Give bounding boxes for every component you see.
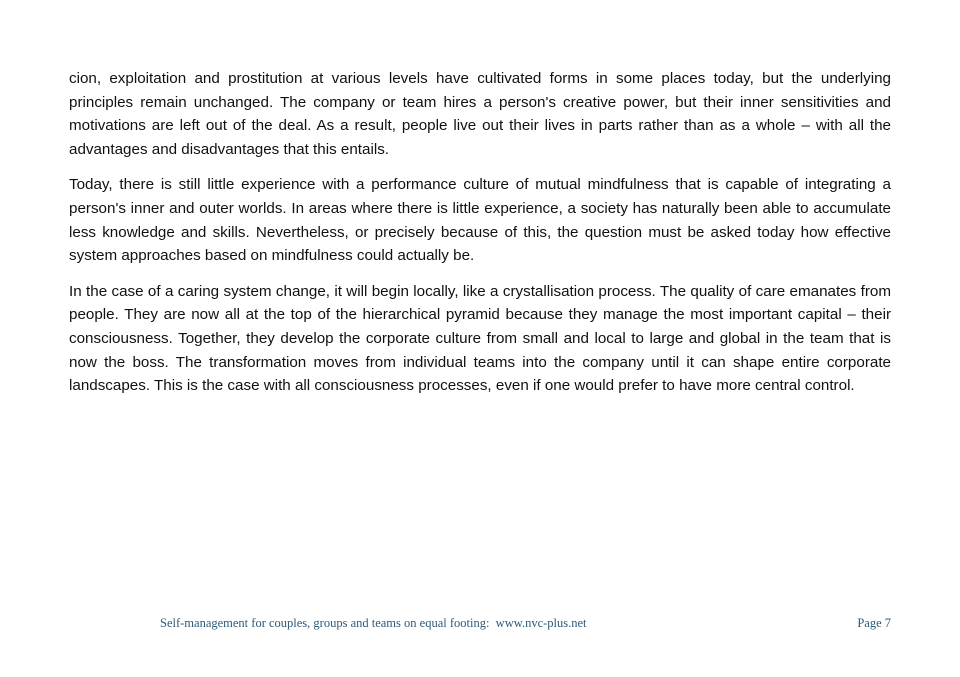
paragraph-2: Today, there is still little experience with a performance culture of mutual mindfulness that is capable of integrating a person's inner and outer worlds. In areas where there is little experience, a society has naturally been able to accumulate less knowledge and skills. Nevertheless, or precisely because of this, the question must be asked today how effective system approaches based on mindfulness could actually be. (69, 176, 891, 265)
footer-title: Self-management for couples, groups and teams on equal footing: www.nvc-plus.net (160, 616, 587, 630)
page-number: Page 7 (857, 616, 891, 630)
paragraph-3: In the case of a caring system change, it will begin locally, like a crystallisation process. The quality of care emanates from people. They are now all at the top of the hierarchical pyramid because they manage the most important capital – their consciousness. Together, they develop the corporate culture from small and local to large and global in the team that is now the boss. The transformation moves from individual teams into the company until it can shape entire corporate landscapes. This is the case with all consciousness processes, even if one would prefer to have more central control. (69, 282, 891, 395)
paragraph-1: cion, exploitation and prostitution at various levels have cultivated forms in some places today, but the underlying principles remain unchanged. The company or team hires a person's creative power, but their inner sensitivities and motivations are left out of the deal. As a result, people live out their lives in parts rather than as a whole – with all the advantages and disadvantages that this entails. (69, 70, 891, 158)
body-text (69, 67, 891, 410)
page-footer (160, 616, 891, 636)
